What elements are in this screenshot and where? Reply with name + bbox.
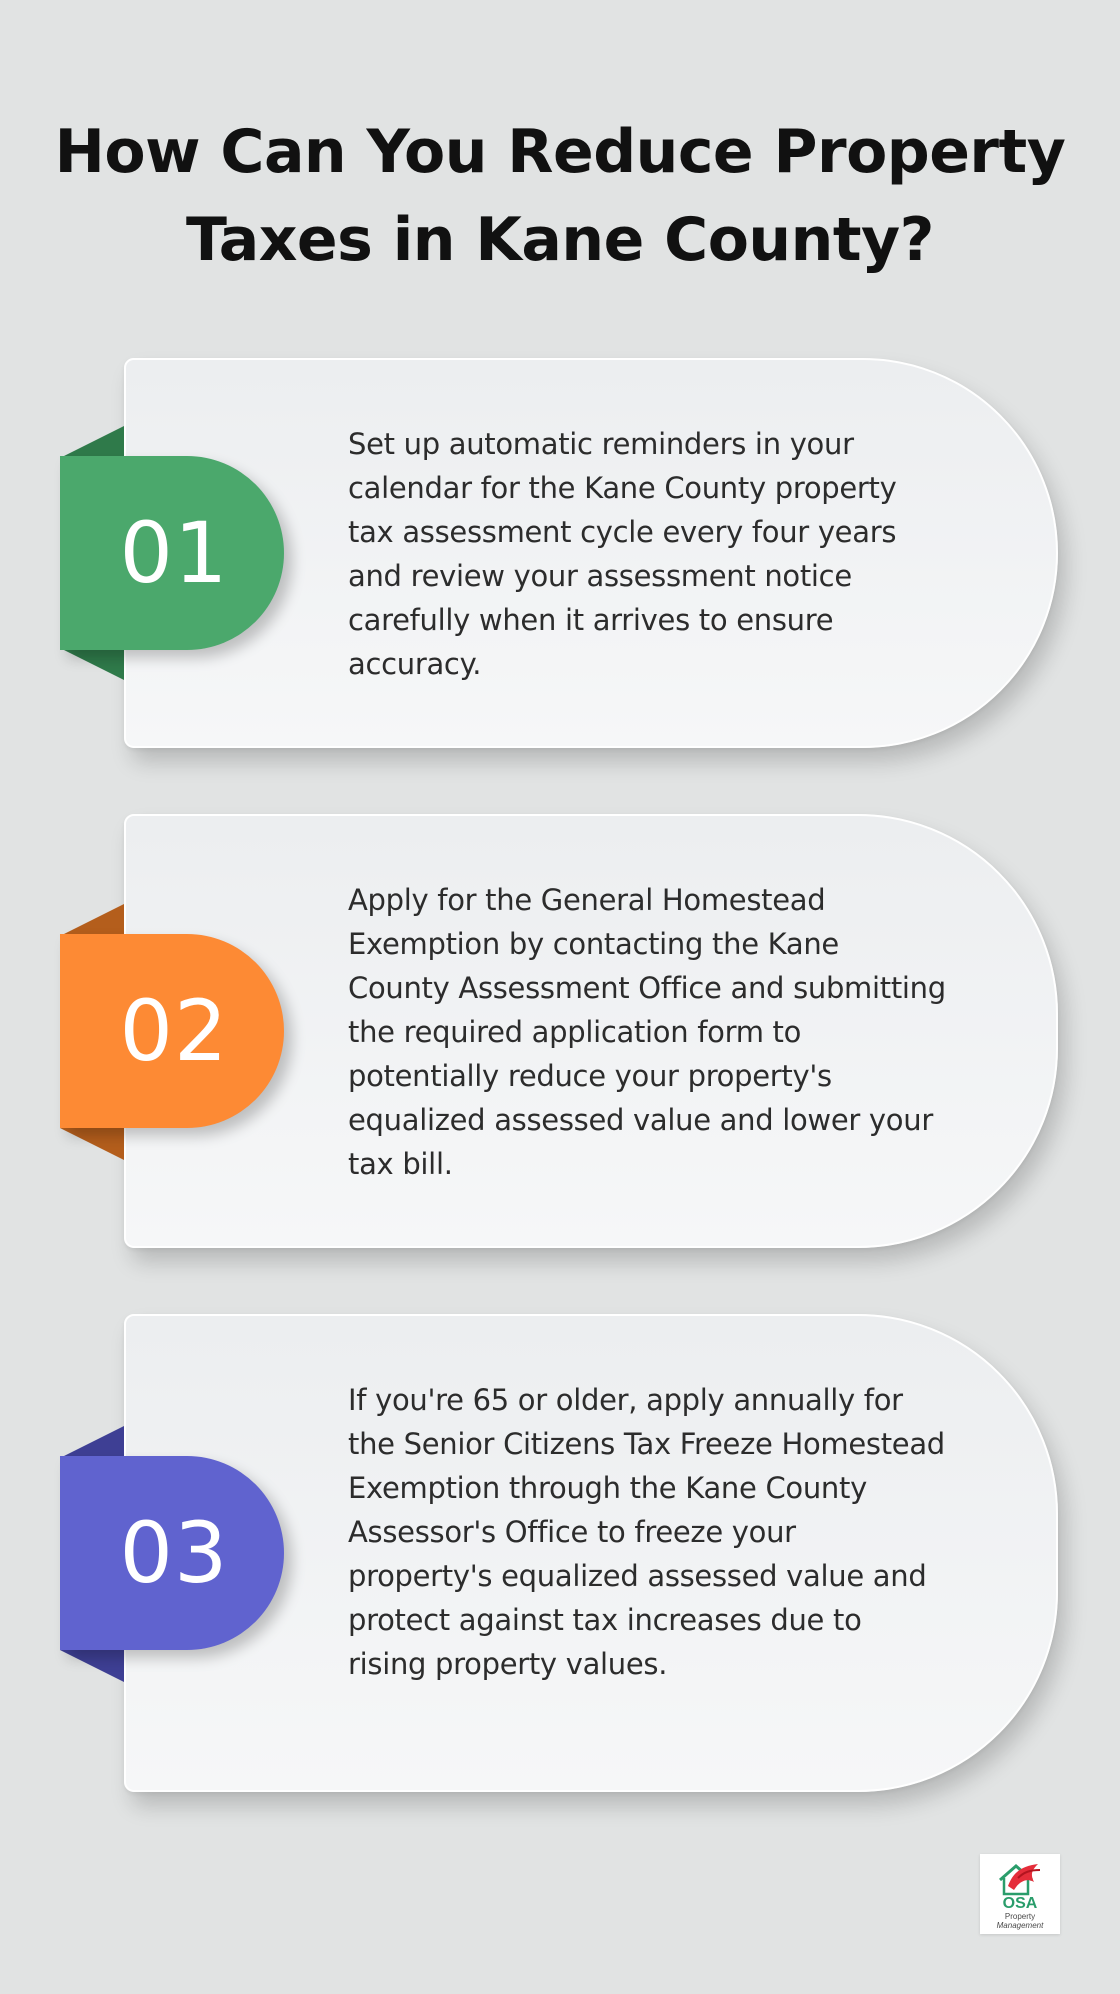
badge-fold-top [60,426,124,458]
step-number: 01 [119,504,229,602]
logo-line-2: Management [996,1921,1044,1930]
step-card-02 [0,814,1120,1248]
logo-subtitle [980,1912,1060,1930]
step-number: 02 [119,982,229,1080]
badge-fold-bottom [60,648,124,680]
step-card-03 [0,1314,1120,1792]
step-number-badge [60,456,284,650]
badge-fold-bottom [60,1128,124,1160]
step-number-badge [60,1456,284,1650]
step-number-badge [60,934,284,1128]
logo-name: OSA [1002,1895,1038,1912]
badge-fold-top [60,904,124,936]
osa-logo [980,1854,1060,1934]
badge-fold-top [60,1426,124,1458]
badge-fold-bottom [60,1650,124,1682]
step-number: 03 [119,1504,229,1602]
step-description: Apply for the General Homestead Exemption by contacting the Kane County Assessment Office and submitting the required application form to potentially reduce your property's equalized assessed value and lower your tax bill. [348,883,946,1181]
page-title: How Can You Reduce Property Taxes in Kane County? [54,117,1066,275]
bird-house-icon [994,1860,1046,1898]
logo-line-1: Property [1004,1912,1036,1921]
step-description: If you're 65 or older, apply annually for the Senior Citizens Tax Freeze Homestead Exemption through the Kane County Assessor's Office to freeze your property's equalized assessed value and protect against tax increases due to rising property values. [348,1383,945,1681]
step-description: Set up automatic reminders in your calendar for the Kane County property tax assessment cycle every four years and review your assessment notice carefully when it arrives to ensure accuracy. [348,427,897,681]
step-card-01 [0,358,1120,748]
